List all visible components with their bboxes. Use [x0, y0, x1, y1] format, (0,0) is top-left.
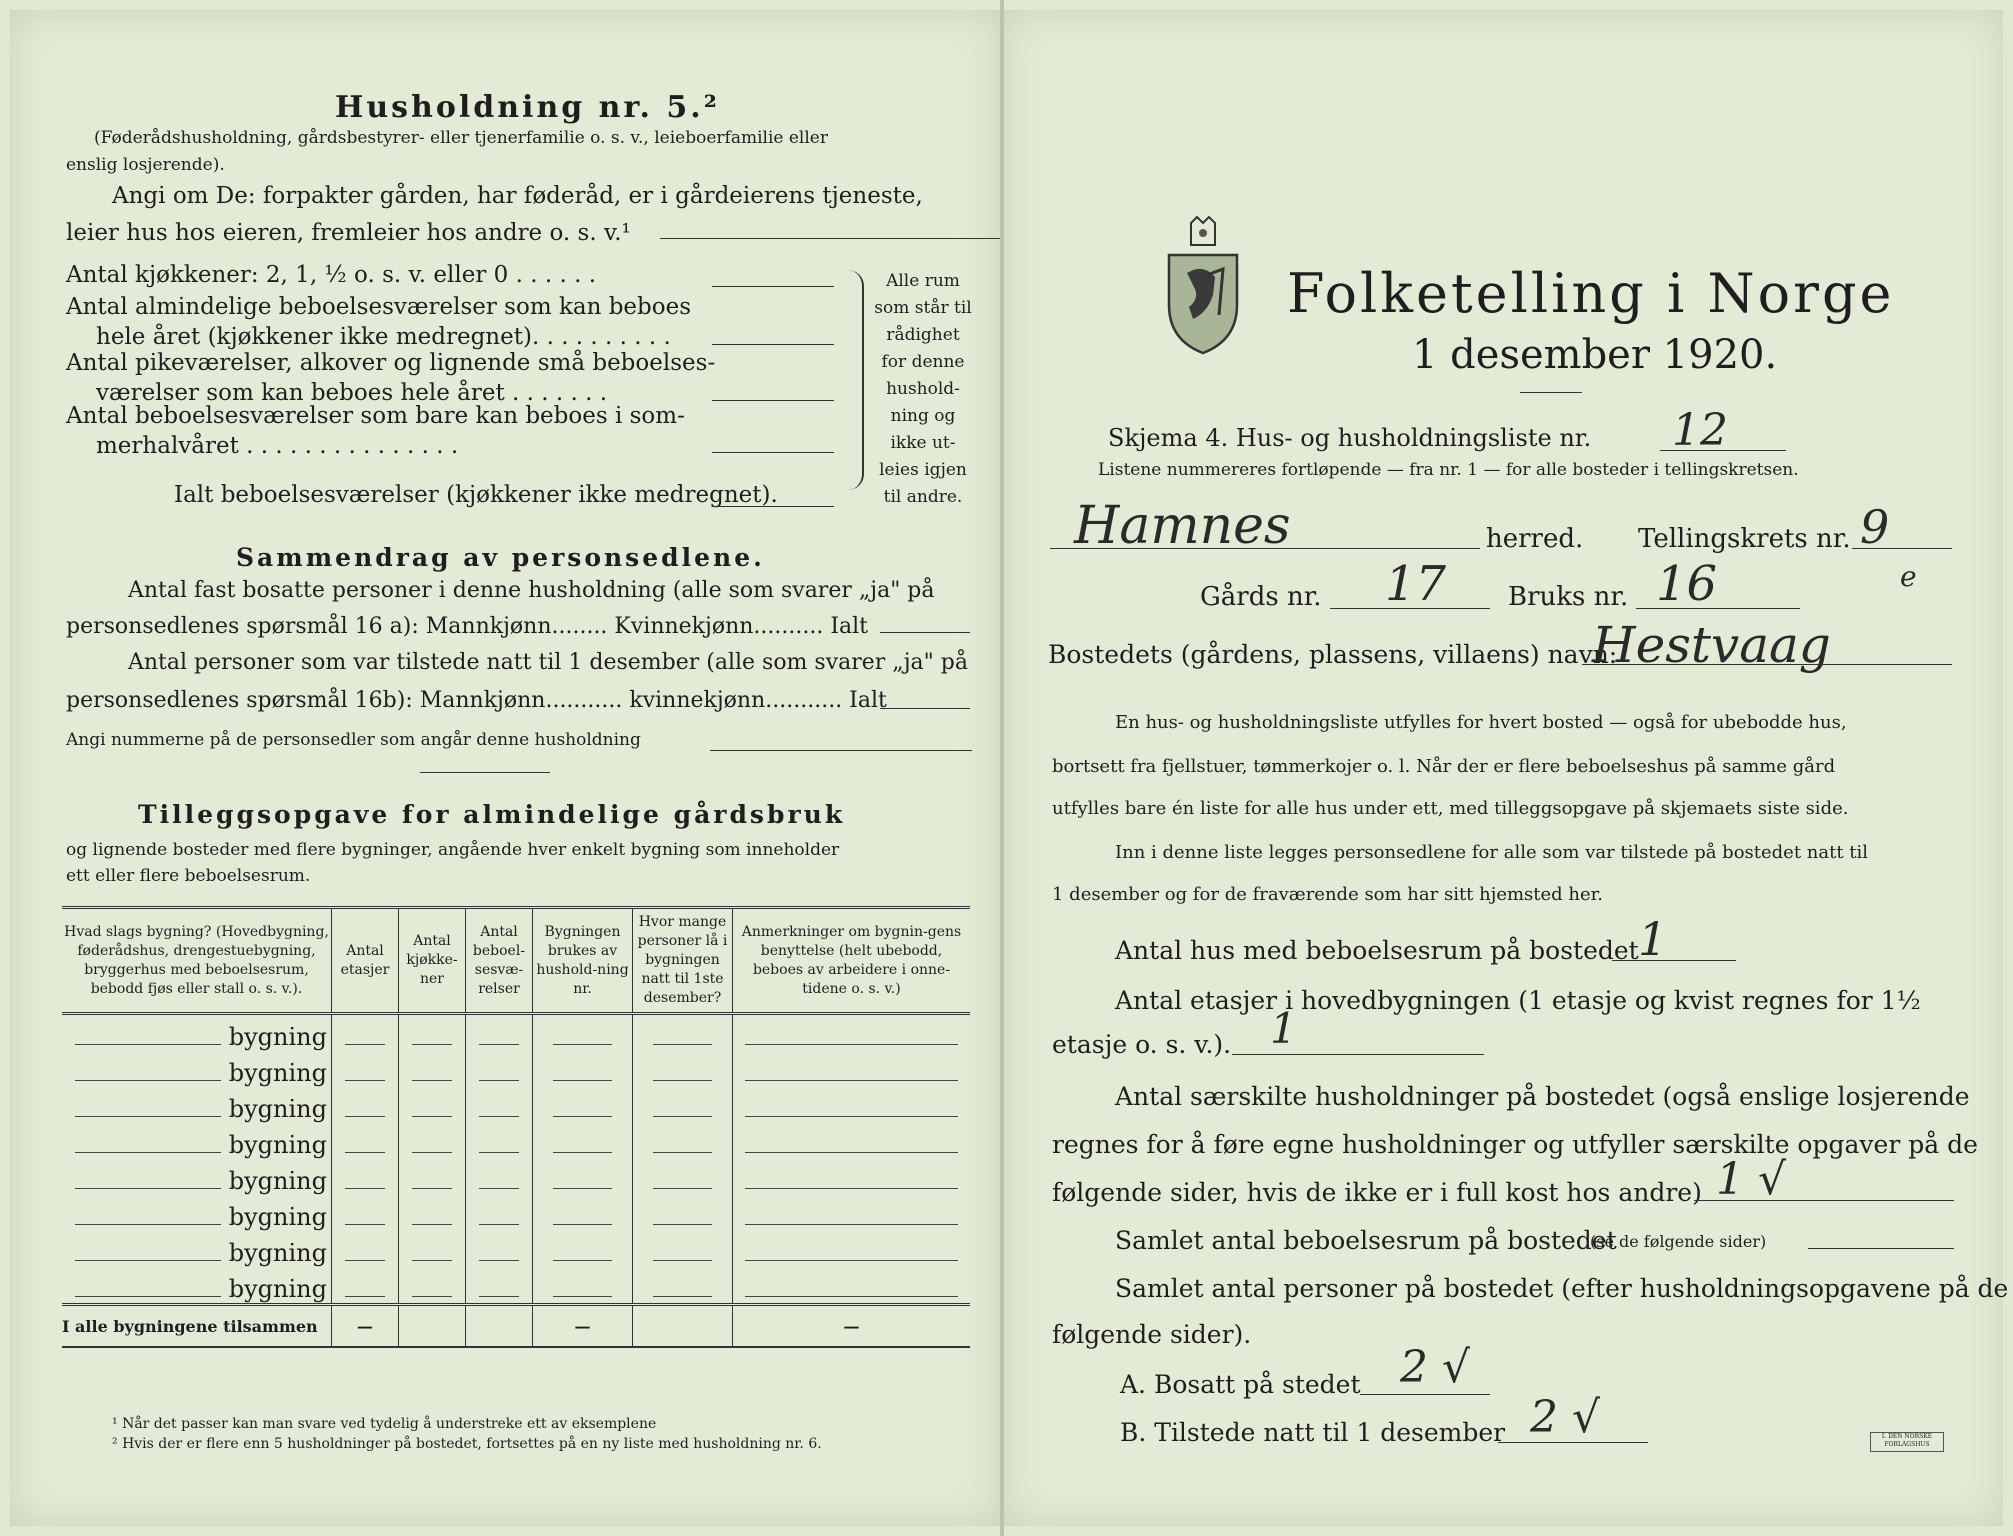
- rooms-line-5: værelser som kan beboes hele året . . . . . . .: [96, 380, 608, 406]
- a-value: 2 √: [1400, 1342, 1471, 1393]
- col-header-personer: Hvor mange personer lå i bygningen natt til 1ste desember?: [633, 908, 733, 1014]
- rooms-line-6: Antal beboelsesværelser som bare kan beboes i som-: [66, 403, 685, 429]
- gards-value: 17: [1385, 556, 1447, 612]
- tellingskrets-label: Tellingskrets nr.: [1638, 524, 1851, 554]
- b-value: 2 √: [1530, 1392, 1601, 1443]
- samlet-pers-line-2: følgende sider).: [1052, 1320, 1252, 1349]
- etasjer-line-2: etasje o. s. v.).: [1052, 1030, 1232, 1059]
- table-row: bygning: [62, 1087, 970, 1123]
- census-date: 1 desember 1920.: [1412, 332, 1778, 378]
- instr-line-5: 1 desember og for de fraværende som har sitt hjemsted her.: [1052, 884, 1603, 905]
- col-header-anmerkninger: Anmerkninger om bygnin-gens benyttelse (helt ubebodd, beboes av arbeidere i onne-tidene o. s. v.): [733, 908, 971, 1014]
- table-row: bygning: [62, 1195, 970, 1231]
- brace: [848, 270, 864, 490]
- etasjer-line-1: Antal etasjer i hovedbygningen (1 etasje og kvist regnes for 1½: [1115, 986, 1921, 1015]
- col-header-vaerelser: Antal beboel-sesvæ-relser: [466, 908, 533, 1014]
- antal-hus-label: Antal hus med beboelsesrum på bostedet: [1115, 936, 1639, 965]
- samlet-pers-line-1: Samlet antal personer på bostedet (efter husholdningsopgavene på de: [1115, 1274, 2009, 1303]
- summary-title: Sammendrag av personsedlene.: [236, 543, 765, 572]
- skjema-line: Skjema 4. Hus- og husholdningsliste nr.: [1108, 424, 1592, 452]
- bosted-value: Hestvaag: [1592, 616, 1831, 674]
- instr-line-1: En hus- og husholdningsliste utfylles for hvert bosted — også for ubebodde hus,: [1115, 712, 1847, 733]
- tillegg-title: Tilleggsopgave for almindelige gårdsbruk: [138, 800, 846, 829]
- gards-label: Gårds nr.: [1200, 582, 1322, 612]
- tillegg-line-2: ett eller flere beboelsesrum.: [66, 866, 311, 886]
- household-title: Husholdning nr. 5.²: [335, 90, 720, 125]
- bosted-label: Bostedets (gårdens, plassens, villaens) navn:: [1048, 640, 1618, 669]
- a-label: A. Bosatt på stedet: [1120, 1370, 1361, 1399]
- printer-stamp: I. DEN NORSKE FORLAGSHUS: [1870, 1432, 1944, 1452]
- brace-note: Alle rum som står til rådighet for denne hushold- ning og ikke ut- leies igjen til andre.: [874, 271, 972, 507]
- samlet-rum-note: (se de følgende sider): [1590, 1232, 1767, 1251]
- angi-line-2: leier hus hos eieren, fremleier hos andre o. s. v.¹: [66, 220, 631, 246]
- etasjer-value: 1: [1270, 1004, 1297, 1053]
- summary-line-2: personsedlenes spørsmål 16 a): Mannkjønn........ Kvinnekjønn.......... Ialt: [66, 614, 869, 639]
- summary-line-3: Antal personer som var tilstede natt til 1 desember (alle som svarer „ja" på: [128, 650, 968, 675]
- summary-line-4: personsedlenes spørsmål 16b): Mannkjønn........... kvinnekjønn........... Ialt: [66, 688, 887, 713]
- rooms-line-3: hele året (kjøkkener ikke medregnet). . . . . . . . . .: [96, 324, 671, 350]
- table-row: bygning: [62, 1231, 970, 1267]
- table-row: bygning: [62, 1014, 970, 1052]
- summary-line-1: Antal fast bosatte personer i denne husholdning (alle som svarer „ja" på: [128, 578, 935, 603]
- table-row: bygning: [62, 1267, 970, 1305]
- angi-line-1: Angi om De: forpakter gården, har føderåd, er i gårdeierens tjeneste,: [112, 183, 923, 209]
- saerskilte-line-3: følgende sider, hvis de ikke er i full kost hos andre): [1052, 1178, 1702, 1207]
- table-row: bygning: [62, 1051, 970, 1087]
- footnote-2: ² Hvis der er flere enn 5 husholdninger på bostedet, fortsettes på en ny liste med husholdning nr. 6.: [112, 1436, 822, 1452]
- table-total-row: I alle bygningene tilsammen — — —: [62, 1305, 970, 1348]
- bruks-label: Bruks nr.: [1508, 582, 1629, 612]
- instr-line-4: Inn i denne liste legges personsedlene for alle som var tilstede på bostedet natt til: [1115, 842, 1869, 863]
- household-subtitle-1: (Føderådshusholdning, gårdsbestyrer- eller tjenerfamilie o. s. v., leieboerfamilie eller: [94, 128, 828, 148]
- ialt-line: Ialt beboelsesværelser (kjøkkener ikke medregnet).: [174, 482, 778, 508]
- main-title: Folketelling i Norge: [1287, 262, 1895, 325]
- household-subtitle-2: enslig losjerende).: [66, 155, 225, 175]
- saerskilte-value: 1 √: [1716, 1154, 1787, 1205]
- col-header-etasjer: Antal etasjer: [332, 908, 399, 1014]
- herred-value: Hamnes: [1074, 496, 1291, 556]
- listene-line: Listene nummereres fortløpende — fra nr. 1 — for alle bosteder i tellingskretsen.: [1098, 460, 1799, 480]
- rooms-line-1: Antal kjøkkener: 2, 1, ½ o. s. v. eller 0 . . . . . .: [66, 262, 597, 288]
- coat-of-arms-icon: [1163, 215, 1243, 355]
- col-header-kjokkener: Antal kjøkke-ner: [399, 908, 466, 1014]
- table-row: bygning: [62, 1123, 970, 1159]
- herred-label: herred.: [1486, 524, 1584, 554]
- antal-hus-value: 1: [1638, 912, 1668, 966]
- rooms-line-4: Antal pikeværelser, alkover og lignende små beboelses-: [66, 350, 716, 376]
- bruks-value: 16: [1656, 556, 1718, 612]
- rooms-line-2: Antal almindelige beboelsesværelser som kan beboes: [66, 294, 692, 320]
- building-table: [62, 906, 970, 1348]
- samlet-rum-label: Samlet antal beboelsesrum på bostedet: [1115, 1226, 1617, 1255]
- instr-line-3: utfylles bare én liste for alle hus under ett, med tilleggsopgave på skjemaets siste side.: [1052, 798, 1849, 819]
- tellingskrets-extra: e: [1900, 560, 1917, 593]
- saerskilte-line-2: regnes for å føre egne husholdninger og utfyller særskilte opgaver på de: [1052, 1130, 1978, 1159]
- b-label: B. Tilstede natt til 1 desember: [1120, 1418, 1506, 1447]
- footnote-1: ¹ Når det passer kan man svare ved tydelig å understreke ett av eksemplene: [112, 1416, 657, 1432]
- rooms-line-7: merhalvåret . . . . . . . . . . . . . . .: [96, 433, 459, 459]
- col-header-husholdning: Bygningen brukes av hushold-ning nr.: [533, 908, 633, 1014]
- skjema-value: 12: [1672, 405, 1728, 456]
- saerskilte-line-1: Antal særskilte husholdninger på bostedet (også enslige losjerende: [1115, 1082, 1970, 1111]
- tillegg-line-1: og lignende bosteder med flere bygninger, angående hver enkelt bygning som inneholder: [66, 840, 840, 860]
- col-header-building-type: Hvad slags bygning? (Hovedbygning, føderådshus, drengestuebygning, bryggerhus med beboelsesrum, bebodd fjøs eller stall o. s. v.).: [64, 923, 329, 997]
- summary-line-5: Angi nummerne på de personsedler som angår denne husholdning: [66, 730, 641, 750]
- table-row: bygning: [62, 1159, 970, 1195]
- instr-line-2: bortsett fra fjellstuer, tømmerkojer o. l. Når der er flere beboelseshus på samme gård: [1052, 756, 1836, 777]
- tellingskrets-value: 9: [1860, 500, 1890, 554]
